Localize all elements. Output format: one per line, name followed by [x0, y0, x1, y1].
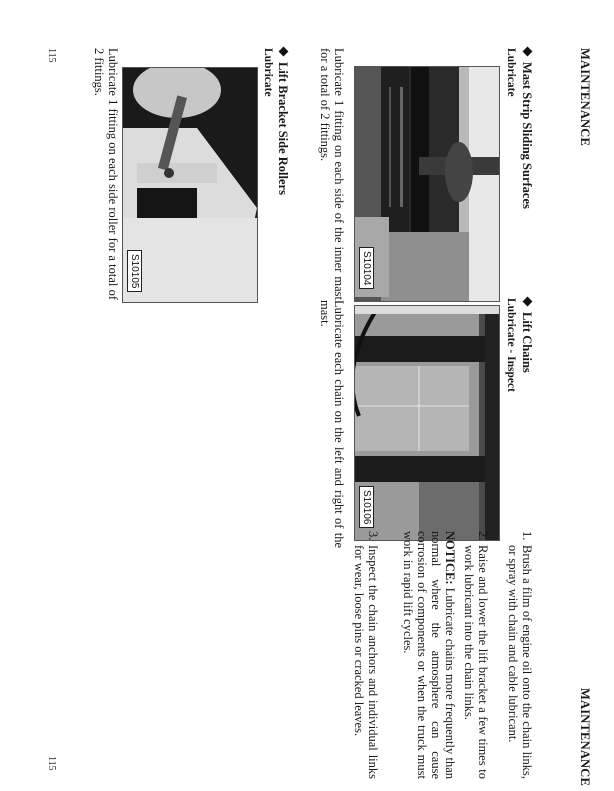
step-number: 3. [366, 531, 380, 541]
photo-label-s10106: S10106 [359, 486, 374, 528]
photo-lift-chains [354, 305, 500, 541]
notice-block [401, 531, 457, 779]
step-number: 2. [476, 531, 490, 541]
subtitle-lubricate: Lubricate [505, 48, 517, 97]
caption-mast-strip: Lubricate 1 fitting on each side of the inner mast for a total of 2 fittings. [318, 48, 346, 300]
subtitle-lubricate-inspect: Lubricate - Inspect [505, 298, 517, 392]
section-title-lift-chains [519, 296, 534, 373]
photo-label-s10104: S10104 [359, 247, 374, 289]
step-1 [506, 531, 534, 779]
step-3 [352, 531, 380, 779]
bullet-diamond-icon [279, 47, 289, 57]
lift-bracket-photo-image [123, 68, 257, 302]
running-head-right: MAINTENANCE [578, 688, 592, 787]
bullet-diamond-icon [523, 297, 533, 307]
lift-chains-photo-image [355, 306, 499, 540]
page-number-left: 115 [46, 48, 57, 63]
photo-mast-strip [354, 66, 500, 302]
step-number: 1. [520, 531, 534, 541]
bullet-diamond-icon [523, 47, 533, 57]
step-text: Raise and lower the lift bracket a few times to work lubricant into the chain links. [462, 545, 490, 779]
photo-label-s10105: S10105 [127, 250, 142, 292]
section-title-text: Lift Chains [520, 312, 534, 373]
running-head-left: MAINTENANCE [578, 48, 592, 147]
photo-lift-bracket [122, 67, 258, 303]
step-text: Inspect the chain anchors and individual links for wear, loose pins or cracked leaves. [352, 545, 380, 779]
section-title-mast-strip [519, 46, 534, 209]
mast-strip-photo-image [355, 67, 499, 301]
notice-content [401, 531, 457, 779]
section-title-text: Lift Bracket Side Rollers [276, 62, 290, 195]
notice-label: NOTICE: [443, 531, 457, 585]
page-number-right: 115 [46, 756, 57, 771]
caption-lift-chains: Lubricate each chain on the left and right of the mast. [318, 300, 346, 548]
step-text: Brush a film of engine oil onto the chain links, or spray with chain and cable lubricant. [506, 545, 534, 779]
step-2 [462, 531, 490, 779]
section-title-lift-bracket [275, 46, 290, 195]
subtitle-lubricate: Lubricate [262, 48, 274, 97]
caption-lift-bracket: Lubricate 1 fitting on each side roller for a total of 2 fittings. [92, 48, 120, 300]
section-title-text: Mast Strip Sliding Surfaces [520, 62, 534, 209]
notice-text: Lubricate chains more frequently than normal where the atmosphere can cause corrosion of components or when the truck must work in rapid lift cycles. [401, 531, 457, 779]
